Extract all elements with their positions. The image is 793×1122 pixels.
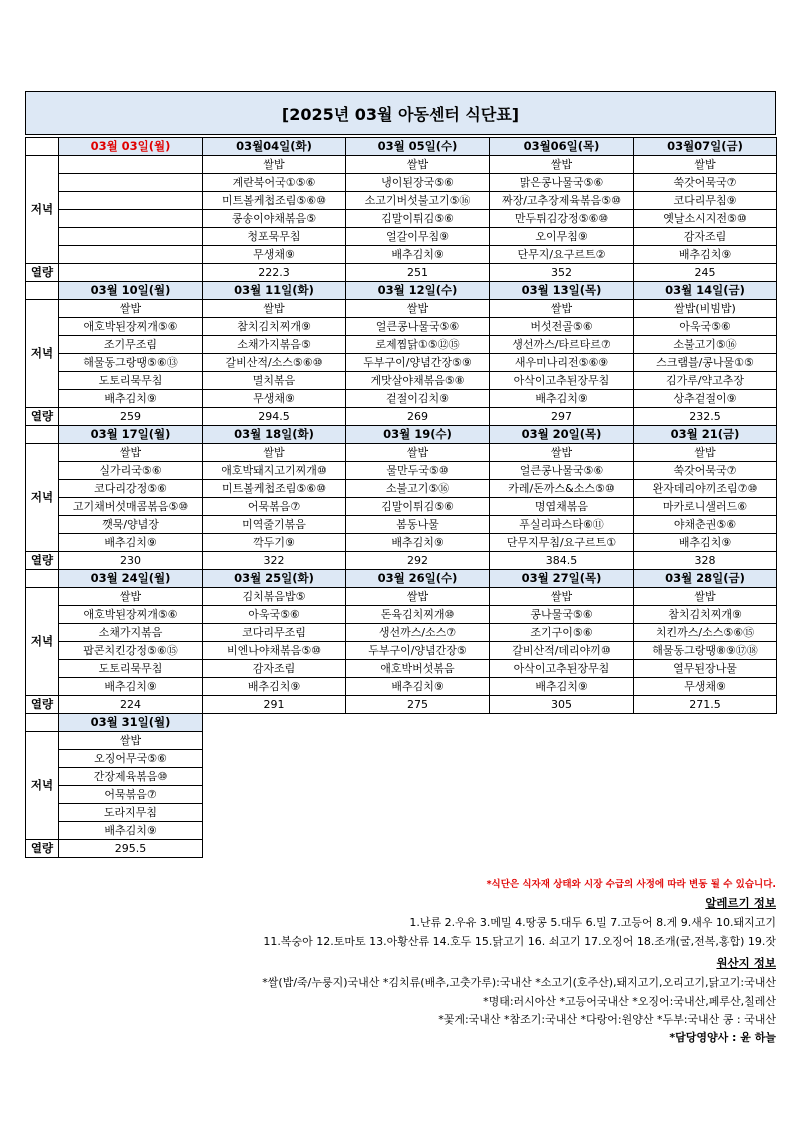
menu-item: 쌀밥 xyxy=(59,732,203,750)
menu-row xyxy=(26,174,777,192)
calorie-value: 269 xyxy=(346,408,490,426)
date-cell: 03월 18일(화) xyxy=(203,426,346,444)
menu-item: 돈육김치찌개⑩ xyxy=(346,606,490,624)
menu-row xyxy=(26,462,777,480)
menu-item: 생선까스/타르타르⑦ xyxy=(490,336,634,354)
menu-item: 갈비산적/데리야끼⑩ xyxy=(490,642,634,660)
menu-item: 배추김치⑨ xyxy=(634,246,777,264)
menu-item xyxy=(59,246,203,264)
menu-row xyxy=(26,588,777,606)
menu-item: 봄동나물 xyxy=(346,516,490,534)
page-title: [2025년 03월 아동센터 식단표] xyxy=(25,91,776,135)
menu-item: 고기채버섯매콤볶음⑤⑩ xyxy=(59,498,203,516)
menu-item: 쌀밥 xyxy=(634,588,777,606)
menu-item: 애호박된장찌개⑤⑥ xyxy=(59,318,203,336)
date-cell: 03월 21(금) xyxy=(634,426,777,444)
date-cell: 03월 14일(금) xyxy=(634,282,777,300)
calorie-value: 271.5 xyxy=(634,696,777,714)
menu-item: 오징어무국⑤⑥ xyxy=(59,750,203,768)
date-row xyxy=(26,282,777,300)
date-row-corner xyxy=(26,138,59,156)
menu-item: 배추김치⑨ xyxy=(59,390,203,408)
allergy-title: 알레르기 정보 xyxy=(705,896,776,910)
menu-item: 쌀밥 xyxy=(490,156,634,174)
menu-item: 쌀밥 xyxy=(346,156,490,174)
date-cell: 03월 10일(월) xyxy=(59,282,203,300)
menu-item: 카레/돈까스&소스⑤⑩ xyxy=(490,480,634,498)
menu-item: 소불고기⑤⑯ xyxy=(634,336,777,354)
menu-item: 코다리강정⑤⑥ xyxy=(59,480,203,498)
calorie-value xyxy=(59,264,203,282)
menu-item: 두부구이/양념간장⑤ xyxy=(346,642,490,660)
change-notice: *식단은 식자재 상태와 시장 수급의 사정에 따라 변동 될 수 있습니다. xyxy=(486,879,776,890)
menu-item: 무생채⑨ xyxy=(203,246,346,264)
allergy-line: 1.난류 2.우유 3.메밀 4.땅콩 5.대두 6.밀 7.고등어 8.게 9.새우 10.돼지고기 xyxy=(409,916,776,929)
menu-item: 단무지/요구르트② xyxy=(490,246,634,264)
calorie-value: 297 xyxy=(490,408,634,426)
menu-row xyxy=(26,516,777,534)
date-row xyxy=(26,426,777,444)
menu-item: 소채가지볶음⑤ xyxy=(203,336,346,354)
calorie-row xyxy=(26,264,777,282)
menu-item: 배추김치⑨ xyxy=(346,534,490,552)
menu-item: 스크램블/콩나물①⑤ xyxy=(634,354,777,372)
menu-item: 해물동그랑땡⑤⑥⑬ xyxy=(59,354,203,372)
menu-item: 푸실리파스타⑥⑪ xyxy=(490,516,634,534)
empty-area xyxy=(203,714,777,858)
menu-item: 아삭이고추된장무침 xyxy=(490,660,634,678)
calorie-value: 222.3 xyxy=(203,264,346,282)
menu-row xyxy=(26,336,777,354)
date-row xyxy=(26,138,777,156)
menu-item: 만두튀김강정⑤⑥⑩ xyxy=(490,210,634,228)
menu-item: 미트볼케첩조림⑤⑥⑩ xyxy=(203,192,346,210)
menu-item: 무생채⑨ xyxy=(203,390,346,408)
menu-item: 멸치볶음 xyxy=(203,372,346,390)
menu-item: 아욱국⑤⑥ xyxy=(203,606,346,624)
date-cell: 03월07일(금) xyxy=(634,138,777,156)
menu-item: 어묵볶음⑦ xyxy=(59,786,203,804)
menu-item: 쌀밥 xyxy=(203,444,346,462)
menu-item: 소채가지볶음 xyxy=(59,624,203,642)
date-row xyxy=(26,714,777,732)
date-cell: 03월 03일(월) xyxy=(59,138,203,156)
calorie-value: 305 xyxy=(490,696,634,714)
menu-item: 쌀밥 xyxy=(490,588,634,606)
menu-row xyxy=(26,642,777,660)
menu-item: 단무지무침/요구르트① xyxy=(490,534,634,552)
menu-item: 배추김치⑨ xyxy=(490,390,634,408)
menu-item: 배추김치⑨ xyxy=(59,678,203,696)
calorie-value: 224 xyxy=(59,696,203,714)
date-cell: 03월 27일(목) xyxy=(490,570,634,588)
menu-item: 코다리무침⑨ xyxy=(634,192,777,210)
menu-item: 배추김치⑨ xyxy=(59,822,203,840)
menu-item: 얼큰콩나물국⑤⑥ xyxy=(346,318,490,336)
menu-row xyxy=(26,156,777,174)
menu-item: 배추김치⑨ xyxy=(490,678,634,696)
menu-item: 마카로니샐러드⑥ xyxy=(634,498,777,516)
calorie-value: 292 xyxy=(346,552,490,570)
menu-item: 새우미나리전⑤⑥⑨ xyxy=(490,354,634,372)
menu-item: 상추겉절이⑨ xyxy=(634,390,777,408)
date-cell: 03월 05일(수) xyxy=(346,138,490,156)
dietitian: *담당영양사 : 윤 하늘 xyxy=(669,1031,776,1044)
menu-item: 애호박돼지고기찌개⑩ xyxy=(203,462,346,480)
menu-item: 배추김치⑨ xyxy=(203,678,346,696)
calorie-label: 열량 xyxy=(26,264,59,282)
menu-row xyxy=(26,372,777,390)
menu-item xyxy=(59,156,203,174)
menu-item: 무생채⑨ xyxy=(634,678,777,696)
menu-item: 갈비산적/소스⑤⑥⑩ xyxy=(203,354,346,372)
menu-row xyxy=(26,246,777,264)
meal-label: 저녁 xyxy=(26,732,59,840)
menu-row xyxy=(26,228,777,246)
menu-item: 김말이튀김⑤⑥ xyxy=(346,498,490,516)
menu-item: 도라지무침 xyxy=(59,804,203,822)
menu-item: 미트볼케첩조림⑤⑥⑩ xyxy=(203,480,346,498)
date-cell: 03월06일(목) xyxy=(490,138,634,156)
menu-item: 냉이된장국⑤⑥ xyxy=(346,174,490,192)
calorie-row xyxy=(26,408,777,426)
menu-item: 완자데리야끼조림⑦⑩ xyxy=(634,480,777,498)
menu-table xyxy=(25,137,777,858)
menu-item: 쌀밥 xyxy=(346,444,490,462)
date-row-corner xyxy=(26,714,59,732)
date-cell: 03월 19(수) xyxy=(346,426,490,444)
menu-item: 콩나물국⑤⑥ xyxy=(490,606,634,624)
menu-row xyxy=(26,354,777,372)
date-cell: 03월 17일(월) xyxy=(59,426,203,444)
date-cell: 03월 11일(화) xyxy=(203,282,346,300)
date-cell: 03월 25일(화) xyxy=(203,570,346,588)
menu-item: 배추김치⑨ xyxy=(59,534,203,552)
menu-item: 콩송이야채볶음⑤ xyxy=(203,210,346,228)
menu-row xyxy=(26,606,777,624)
calorie-value: 384.5 xyxy=(490,552,634,570)
meal-label: 저녁 xyxy=(26,300,59,408)
menu-row xyxy=(26,480,777,498)
date-row-corner xyxy=(26,282,59,300)
menu-item: 감자조림 xyxy=(203,660,346,678)
calorie-value: 294.5 xyxy=(203,408,346,426)
menu-item: 비엔나야채볶음⑤⑩ xyxy=(203,642,346,660)
menu-item: 쌀밥 xyxy=(59,300,203,318)
menu-item: 배추김치⑨ xyxy=(634,534,777,552)
menu-item: 쌀밥 xyxy=(203,156,346,174)
menu-row xyxy=(26,498,777,516)
menu-item: 로제찜닭①⑤⑫⑮ xyxy=(346,336,490,354)
calorie-value: 230 xyxy=(59,552,203,570)
menu-item: 쌀밥 xyxy=(203,300,346,318)
calorie-value: 259 xyxy=(59,408,203,426)
menu-item: 쌀밥 xyxy=(490,444,634,462)
menu-item: 김말이튀김⑤⑥ xyxy=(346,210,490,228)
calorie-label: 열량 xyxy=(26,408,59,426)
menu-item: 얼큰콩나물국⑤⑥ xyxy=(490,462,634,480)
menu-item xyxy=(59,210,203,228)
origin-line: *쌀(밥/죽/누룽지)국내산 *김치류(배추,고춧가루):국내산 *소고기(호주산),돼지고기,오리고기,닭고기:국내산 xyxy=(262,976,776,989)
allergy-line: 11.복숭아 12.토마토 13.아황산류 14.호두 15.닭고기 16. 쇠고기 17.오징어 18.조개(굴,전복,홍합) 19.잣 xyxy=(263,935,776,948)
menu-row xyxy=(26,192,777,210)
date-cell: 03월 24일(월) xyxy=(59,570,203,588)
menu-item: 쑥갓어묵국⑦ xyxy=(634,462,777,480)
menu-item: 소고기버섯불고기⑤⑯ xyxy=(346,192,490,210)
origin-line: *꽃게:국내산 *참조기:국내산 *다랑어:원양산 *두부:국내산 콩 : 국내산 xyxy=(438,1013,776,1026)
menu-item: 쌀밥 xyxy=(634,156,777,174)
meal-label: 저녁 xyxy=(26,588,59,696)
menu-item: 깍두기⑨ xyxy=(203,534,346,552)
menu-item: 배추김치⑨ xyxy=(346,246,490,264)
menu-row xyxy=(26,534,777,552)
menu-item xyxy=(59,174,203,192)
menu-item: 두부구이/양념간장⑤⑨ xyxy=(346,354,490,372)
menu-row xyxy=(26,444,777,462)
date-cell: 03월04일(화) xyxy=(203,138,346,156)
menu-item: 청포묵무침 xyxy=(203,228,346,246)
menu-item: 버섯전골⑤⑥ xyxy=(490,318,634,336)
menu-item: 조기무조림 xyxy=(59,336,203,354)
menu-item: 계란북어국①⑤⑥ xyxy=(203,174,346,192)
date-cell: 03월 28일(금) xyxy=(634,570,777,588)
menu-item xyxy=(59,192,203,210)
menu-row xyxy=(26,678,777,696)
menu-item: 김가루/약고추장 xyxy=(634,372,777,390)
origin-title: 원산지 정보 xyxy=(716,956,776,970)
date-cell: 03월 20일(목) xyxy=(490,426,634,444)
menu-item: 물만두국⑤⑩ xyxy=(346,462,490,480)
date-cell: 03월 31일(월) xyxy=(59,714,203,732)
menu-item: 소불고기⑤⑯ xyxy=(346,480,490,498)
calorie-value: 291 xyxy=(203,696,346,714)
date-cell: 03월 26일(수) xyxy=(346,570,490,588)
menu-item: 애호박된장찌개⑤⑥ xyxy=(59,606,203,624)
menu-item: 옛날소시지전⑤⑩ xyxy=(634,210,777,228)
menu-item: 실가리국⑤⑥ xyxy=(59,462,203,480)
origin-line: *명태:러시아산 *고등어국내산 *오징어:국내산,페루산,칠레산 xyxy=(483,995,776,1008)
menu-item: 애호박버섯볶음 xyxy=(346,660,490,678)
calorie-value: 295.5 xyxy=(59,840,203,858)
menu-item: 열무된장나물 xyxy=(634,660,777,678)
menu-item: 명엽채볶음 xyxy=(490,498,634,516)
calorie-label: 열량 xyxy=(26,840,59,858)
menu-item: 쌀밥 xyxy=(59,588,203,606)
calorie-value: 322 xyxy=(203,552,346,570)
menu-item: 참치김치찌개⑨ xyxy=(634,606,777,624)
menu-item: 배추김치⑨ xyxy=(346,678,490,696)
meal-label: 저녁 xyxy=(26,156,59,264)
calorie-value: 245 xyxy=(634,264,777,282)
menu-item: 도토리묵무침 xyxy=(59,372,203,390)
menu-row xyxy=(26,624,777,642)
menu-item: 맑은콩나물국⑤⑥ xyxy=(490,174,634,192)
date-row-corner xyxy=(26,426,59,444)
menu-item: 쌀밥 xyxy=(490,300,634,318)
menu-item: 치킨까스/소스⑤⑥⑮ xyxy=(634,624,777,642)
menu-row xyxy=(26,660,777,678)
menu-item: 얼갈이무침⑨ xyxy=(346,228,490,246)
menu-item: 생선까스/소스⑦ xyxy=(346,624,490,642)
menu-item: 쌀밥 xyxy=(346,588,490,606)
menu-item: 게맛살야채볶음⑤⑧ xyxy=(346,372,490,390)
menu-row xyxy=(26,390,777,408)
menu-item: 팝콘치킨강정⑤⑥⑮ xyxy=(59,642,203,660)
menu-item: 깻묵/양념장 xyxy=(59,516,203,534)
calorie-label: 열량 xyxy=(26,696,59,714)
calorie-value: 275 xyxy=(346,696,490,714)
date-row xyxy=(26,570,777,588)
menu-item: 아삭이고추된장무침 xyxy=(490,372,634,390)
date-cell: 03월 12일(수) xyxy=(346,282,490,300)
calorie-value: 328 xyxy=(634,552,777,570)
menu-item: 도토리묵무침 xyxy=(59,660,203,678)
calorie-value: 352 xyxy=(490,264,634,282)
menu-item: 감자조림 xyxy=(634,228,777,246)
menu-item: 쌀밥 xyxy=(346,300,490,318)
menu-item: 참치김치찌개⑨ xyxy=(203,318,346,336)
calorie-label: 열량 xyxy=(26,552,59,570)
menu-item: 간장제육볶음⑩ xyxy=(59,768,203,786)
date-cell: 03월 13일(목) xyxy=(490,282,634,300)
menu-item: 야채춘권⑤⑥ xyxy=(634,516,777,534)
calorie-value: 251 xyxy=(346,264,490,282)
calorie-value: 232.5 xyxy=(634,408,777,426)
menu-item: 어묵볶음⑦ xyxy=(203,498,346,516)
meal-label: 저녁 xyxy=(26,444,59,552)
menu-item: 조기구이⑤⑥ xyxy=(490,624,634,642)
menu-item: 오이무침⑨ xyxy=(490,228,634,246)
date-row-corner xyxy=(26,570,59,588)
menu-item: 미역줄기볶음 xyxy=(203,516,346,534)
menu-item: 코다리무조림 xyxy=(203,624,346,642)
calorie-row xyxy=(26,696,777,714)
menu-item: 쌀밥 xyxy=(59,444,203,462)
menu-item: 쑥갓어묵국⑦ xyxy=(634,174,777,192)
menu-item: 겉절이김치⑨ xyxy=(346,390,490,408)
menu-item: 짜장/고추장제육볶음⑤⑩ xyxy=(490,192,634,210)
menu-item xyxy=(59,228,203,246)
menu-row xyxy=(26,318,777,336)
menu-item: 김치볶음밥⑤ xyxy=(203,588,346,606)
menu-item: 해물동그랑땡⑧⑨⑰⑱ xyxy=(634,642,777,660)
menu-item: 아욱국⑤⑥ xyxy=(634,318,777,336)
menu-row xyxy=(26,210,777,228)
calorie-row xyxy=(26,552,777,570)
menu-row xyxy=(26,300,777,318)
menu-item: 쌀밥 xyxy=(634,444,777,462)
menu-item: 쌀밥(비빔밥) xyxy=(634,300,777,318)
